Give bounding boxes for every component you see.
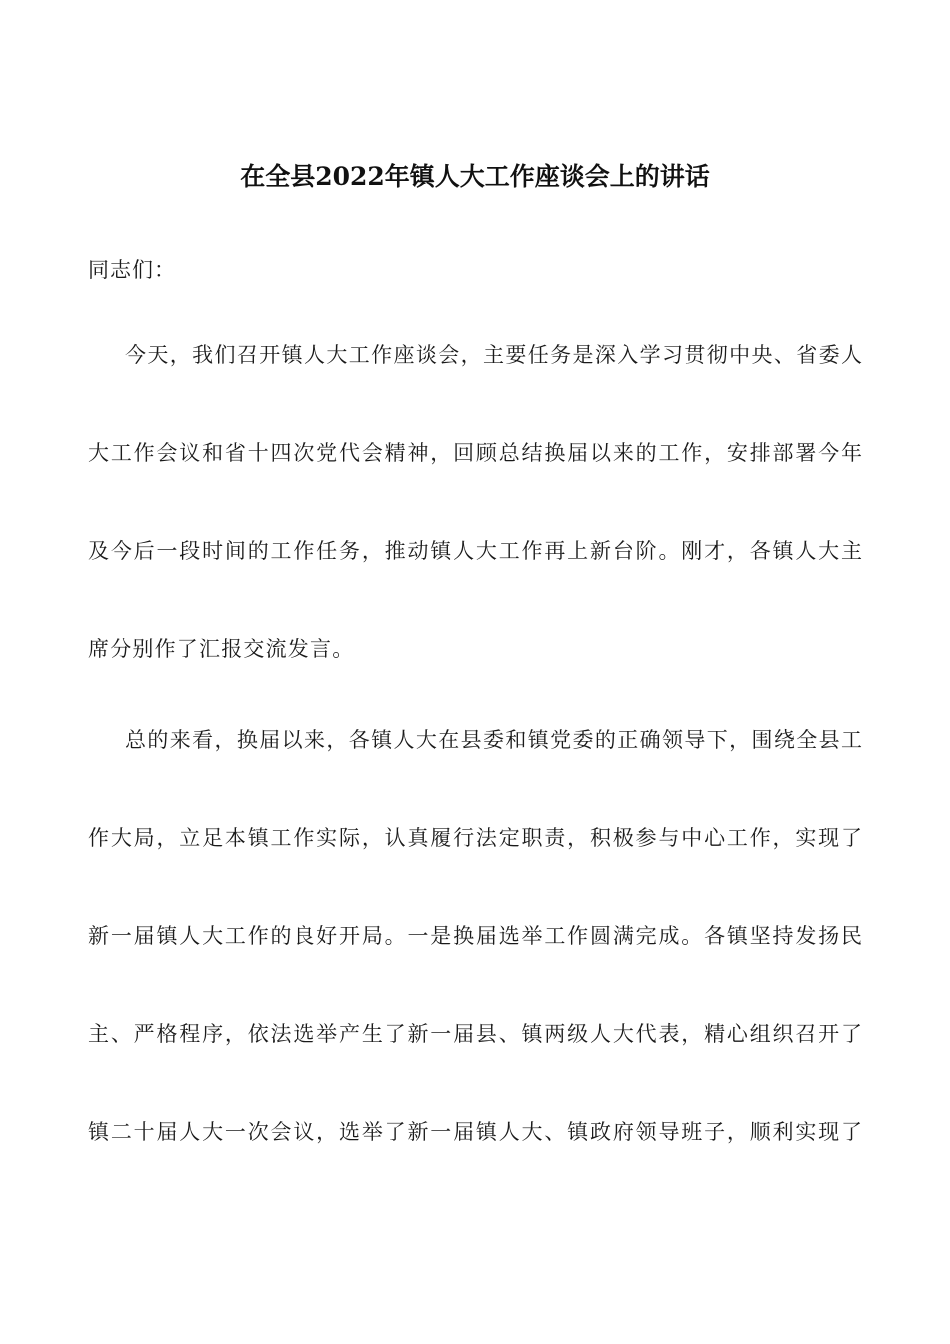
paragraph-line: 主、严格程序，依法选举产生了新一届县、镇两级人大代表，精心组织召开了	[88, 1022, 862, 1046]
paragraph-line: 及今后一段时间的工作任务，推动镇人大工作再上新台阶。刚才，各镇人大主	[88, 539, 862, 563]
paragraph-2	[88, 691, 862, 1181]
paragraph-line: 大工作会议和省十四次党代会精神，回顾总结换届以来的工作，安排部署今年	[88, 441, 862, 465]
paragraph-line: 总的来看，换届以来，各镇人大在县委和镇党委的正确领导下，围绕全县工	[125, 728, 862, 752]
paragraph-line: 新一届镇人大工作的良好开局。一是换届选举工作圆满完成。各镇坚持发扬民	[88, 924, 862, 948]
paragraph-line: 作大局，立足本镇工作实际，认真履行法定职责，积极参与中心工作，实现了	[88, 826, 862, 850]
salutation: 同志们：	[88, 258, 176, 282]
paragraph-line: 席分别作了汇报交流发言。	[88, 637, 355, 661]
paragraph-line: 今天，我们召开镇人大工作座谈会，主要任务是深入学习贯彻中央、省委人	[125, 343, 862, 367]
paragraph-1	[88, 306, 862, 698]
paragraph-line: 镇二十届人大一次会议，选举了新一届镇人大、镇政府领导班子，顺利实现了	[88, 1120, 862, 1144]
document-title: 在全县2022年镇人大工作座谈会上的讲话	[240, 162, 710, 191]
